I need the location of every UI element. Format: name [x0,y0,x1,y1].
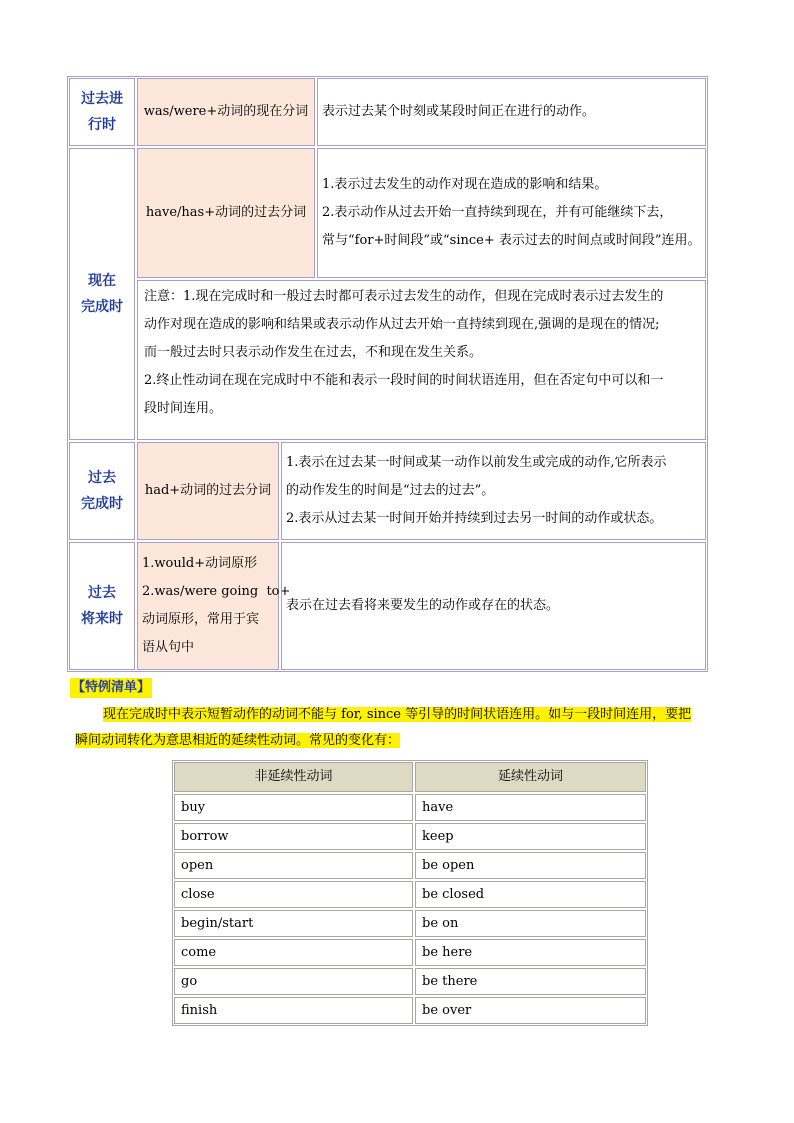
durative-verb: keep [415,823,646,850]
tense-label: 过去 完成时 [69,442,135,540]
non-durative-verb: begin/start [174,910,413,937]
special-list-paragraph [75,702,725,754]
durative-verb: be closed [415,881,646,908]
tense-row [69,148,706,440]
tense-row [69,442,706,540]
verb-table-header [174,762,646,792]
durative-verb: be on [415,910,646,937]
table-row [174,852,646,879]
non-durative-verb: close [174,881,413,908]
tense-form: had+动词的过去分词 [137,442,279,540]
tense-note: 注意：1.现在完成时和一般过去时都可表示过去发生的动作，但现在完成时表示过去发生的 动作对现在造成的影响和结果或表示动作从过去开始一直持续到现在,强调的是现在的情况; 而一般过去时只表示动作发生在过去，不和现在发生关系。 2.终止性动词在现在完成时中不能和表示一段时间的时间状语连用，但在否定句中可以和一 段时间连用。 [137,280,706,440]
non-durative-verb: open [174,852,413,879]
tense-description: 表示在过去看将来要发生的动作或存在的状态。 [281,542,706,670]
tense-label: 现在 完成时 [69,148,135,440]
tense-form: 1.would+动词原形 2.was/were going to+ 动词原形，常用于宾 语从句中 [137,542,279,670]
tense-description: 表示过去某个时刻或某段时间正在进行的动作。 [317,78,706,146]
non-durative-verb: finish [174,997,413,1024]
table-row [174,939,646,966]
durative-verb: be there [415,968,646,995]
special-line-1: 现在完成时中表示短暂动作的动词不能与 for, since 等引导的时间状语连用。如与一段时间连用，要把 [103,707,692,722]
non-durative-verb: go [174,968,413,995]
table-row [174,910,646,937]
non-durative-verb: borrow [174,823,413,850]
special-list-title: 【特例清单】 [70,678,152,698]
table-row [174,997,646,1024]
tense-row [69,78,706,146]
table-row [174,823,646,850]
durative-verb: have [415,794,646,821]
tense-label: 过去进 行时 [69,78,135,146]
tense-label: 过去 将来时 [69,542,135,670]
tense-description: 1.表示在过去某一时间或某一动作以前发生或完成的动作,它所表示 的动作发生的时间是“过去的过去”。 2.表示从过去某一时间开始并持续到过去另一时间的动作或状态。 [281,442,706,540]
header-non-durative: 非延续性动词 [174,762,413,792]
tense-form: was/were+动词的现在分词 [137,78,315,146]
tense-row [69,542,706,670]
non-durative-verb: come [174,939,413,966]
tense-description: 1.表示过去发生的动作对现在造成的影响和结果。 2.表示动作从过去开始一直持续到现在，并有可能继续下去， 常与“for+时间段”或“since+ 表示过去的时间点或时间段”连用。 [317,148,706,278]
table-row [174,881,646,908]
durative-verb: be over [415,997,646,1024]
table-row [174,794,646,821]
durative-verb: be here [415,939,646,966]
durative-verb: be open [415,852,646,879]
table-row [174,968,646,995]
tense-form: have/has+动词的过去分词 [137,148,315,278]
verb-table [172,760,648,1026]
header-durative: 延续性动词 [415,762,646,792]
tense-table [67,76,708,672]
special-line-2: 瞬间动词转化为意思相近的延续性动词。常见的变化有： [75,733,401,748]
non-durative-verb: buy [174,794,413,821]
